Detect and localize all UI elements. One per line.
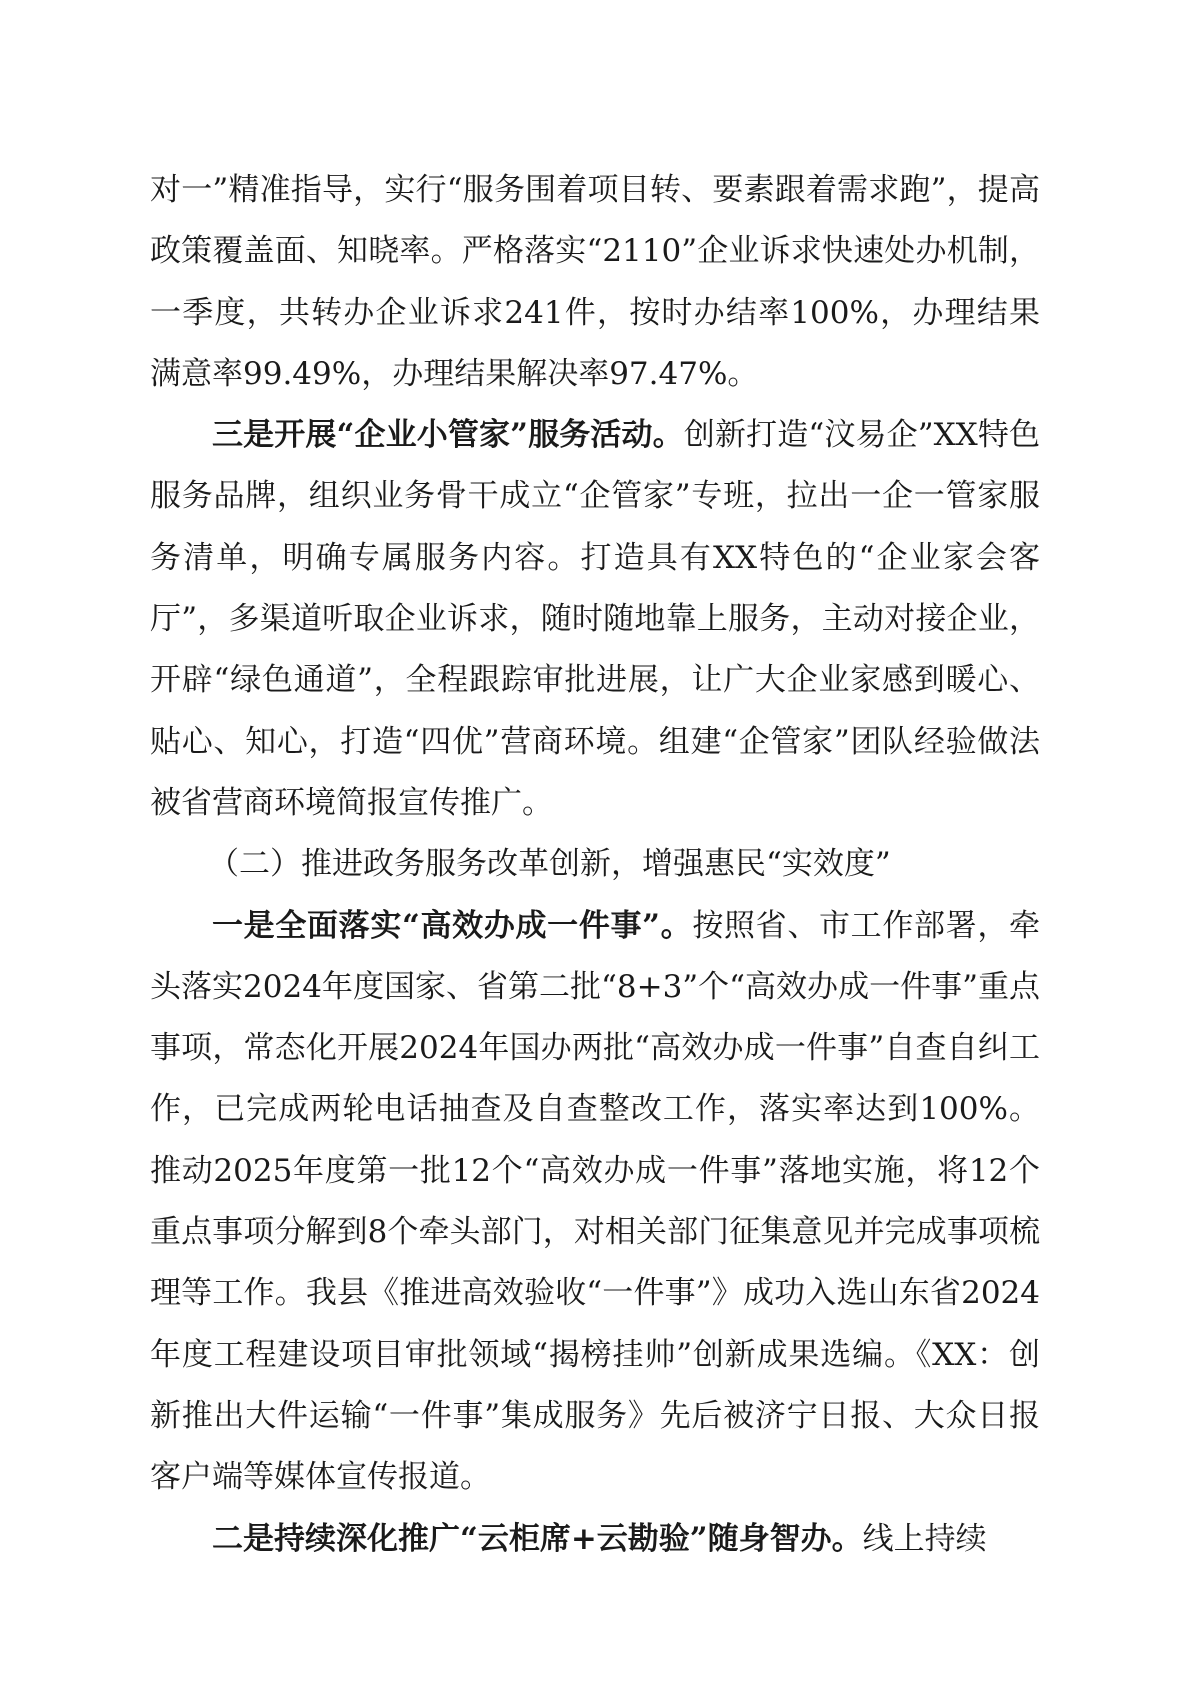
paragraph-one-thing — [150, 896, 1040, 1509]
paragraph-continuation — [150, 160, 1040, 405]
paragraph-lead: 一是全面落实“高效办成一件事”。 — [212, 907, 693, 944]
paragraph-text: 对一”精准指导，实行“服务围着项目转、要素跟着需求跑”，提高政策覆盖面、知晓率。严格落实“2110”企业诉求快速处办机制，一季度，共转办企业诉求241件，按时办结率100%，办理结果满意率99.49%，办理结果解决率97.47%。 — [150, 172, 1040, 392]
paragraph-text: 创新打造“汶易企”XX特色服务品牌，组织业务骨干成立“企管家”专班，拉出一企一管家服务清单，明确专属服务内容。打造具有XX特色的“企业家会客厅”，多渠道听取企业诉求，随时随地靠上服务，主动对接企业，开辟“绿色通道”，全程跟踪审批进展，让广大企业家感到暖心、贴心、知心，打造“四优”营商环境。组建“企管家”团队经验做法被省营商环境简报宣传推广。 — [150, 417, 1040, 821]
paragraph-text: 线上持续 — [862, 1520, 987, 1557]
paragraph-lead: 三是开展“企业小管家”服务活动。 — [212, 417, 684, 454]
section-heading — [150, 834, 1040, 895]
document-page — [150, 160, 1040, 1570]
section-heading-text: （二）推进政务服务改革创新，增强惠民“实效度” — [208, 846, 891, 883]
paragraph-cloud-service — [150, 1509, 1040, 1570]
paragraph-lead: 二是持续深化推广“云柜席+云勘验”随身智办。 — [212, 1520, 863, 1557]
paragraph-enterprise-steward — [150, 405, 1040, 834]
paragraph-text: 按照省、市工作部署，牵头落实2024年度国家、省第二批“8+3”个“高效办成一件事”重点事项，常态化开展2024年国办两批“高效办成一件事”自查自纠工作，已完成两轮电话抽查及自查整改工作，落实率达到100%。推动2025年度第一批12个“高效办成一件事”落地实施，将12个重点事项分解到8个牵头部门，对相关部门征集意见并完成事项梳理等工作。我县《推进高效验收“一件事”》成功入选山东省2024年度工程建设项目审批领域“揭榜挂帅”创新成果选编。《XX：创新推出大件运输“一件事”集成服务》先后被济宁日报、大众日报客户端等媒体宣传报道。 — [150, 907, 1040, 1496]
